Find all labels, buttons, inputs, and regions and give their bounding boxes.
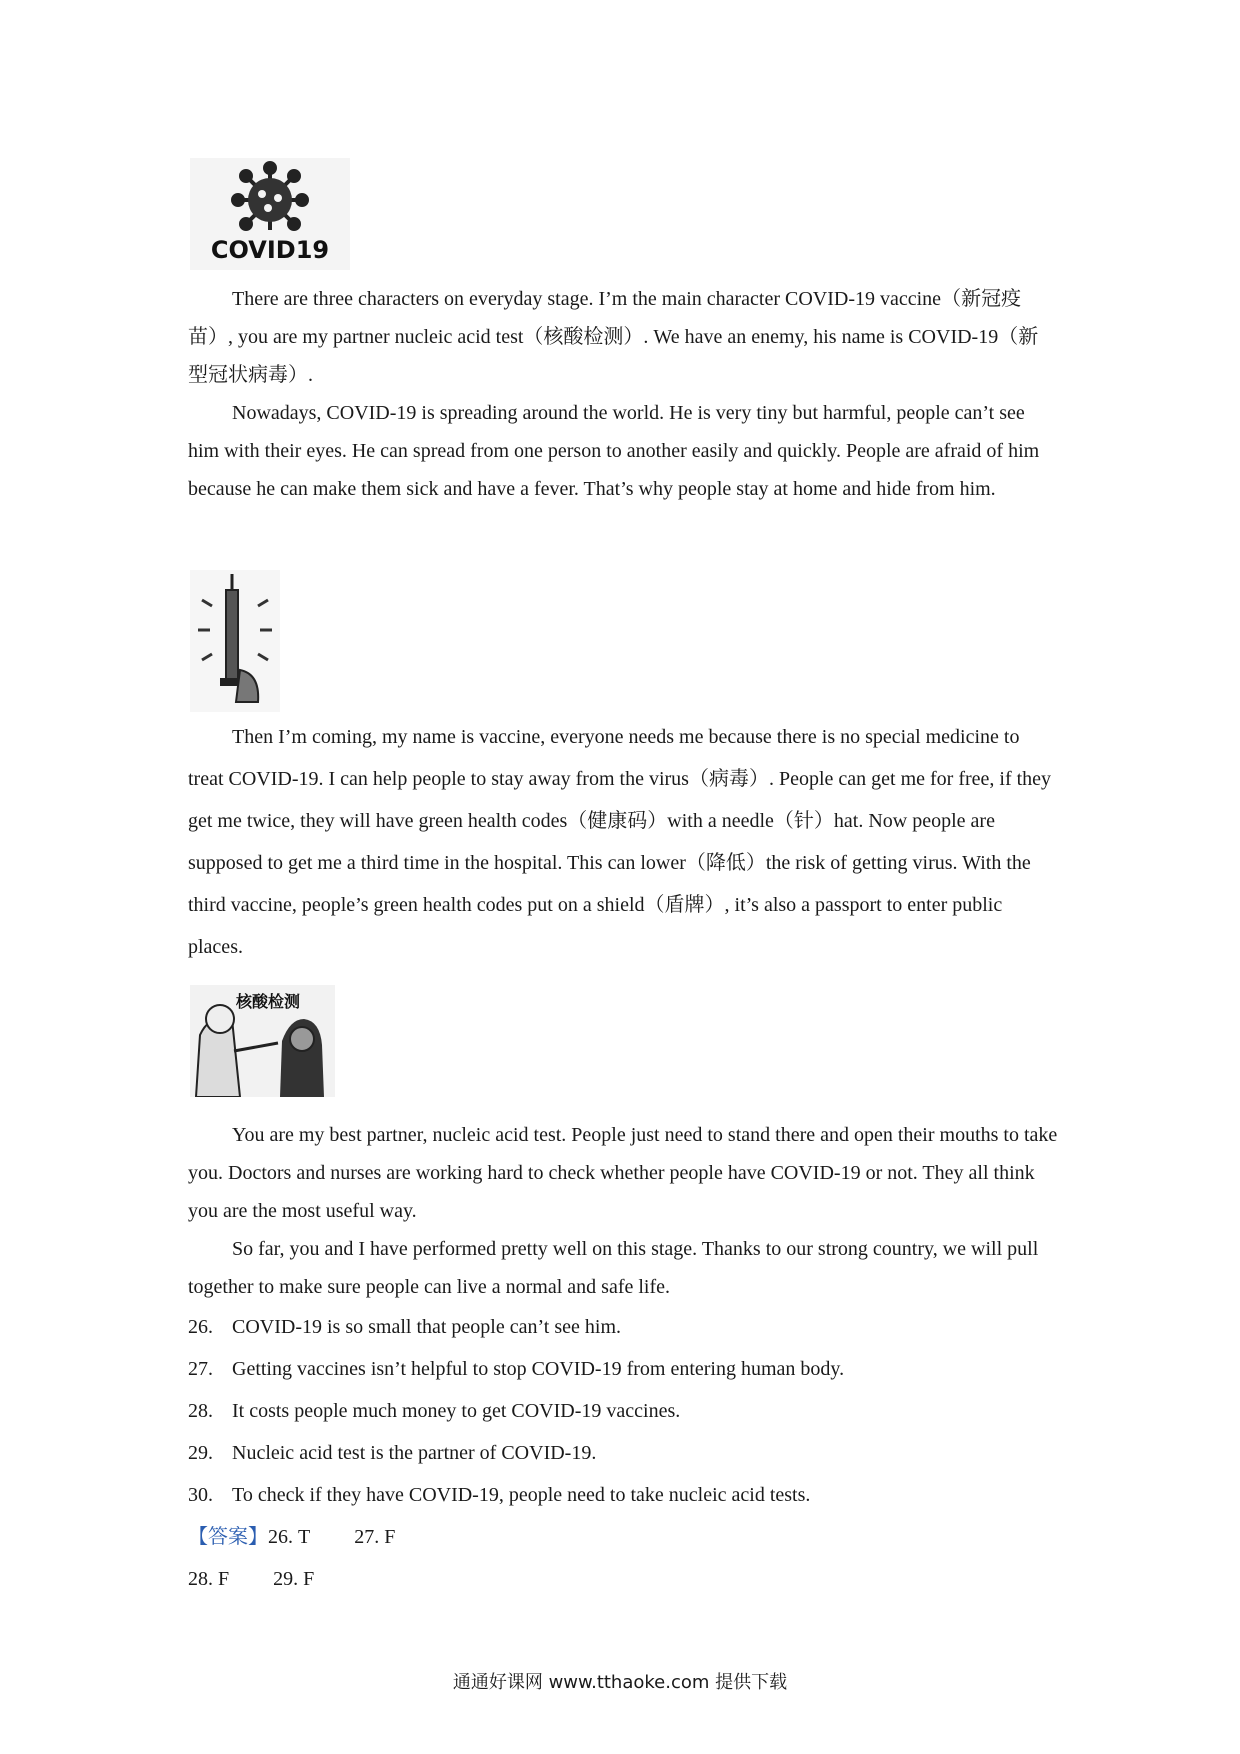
virus-label: COVID19	[210, 236, 330, 264]
answer-28: 28. F	[188, 1568, 230, 1590]
vaccine-figure	[190, 570, 280, 712]
answer-29: 29. F	[273, 1568, 315, 1590]
question-number: 29.	[188, 1442, 213, 1464]
virus-figure	[190, 158, 350, 270]
answer-line-2	[188, 1560, 314, 1598]
question-number: 27.	[188, 1358, 213, 1380]
question-number: 30.	[188, 1484, 213, 1506]
question-text: Nucleic acid test is the partner of COVID-19.	[232, 1442, 597, 1464]
question-text: It costs people much money to get COVID-19 vaccines.	[232, 1400, 681, 1422]
answer-line-1	[188, 1518, 395, 1556]
paragraph-2: Nowadays, COVID-19 is spreading around the world. He is very tiny but harmful, people can’t see him with their eyes. He can spread from one person to another easily and quickly. People are afraid of him because he can make them sick and have a fever. That’s why people stay at home and hide from him.	[188, 402, 1040, 500]
paragraph-5: So far, you and I have performed pretty well on this stage. Thanks to our strong country, we will pull together to make sure people can live a normal and safe life.	[188, 1238, 1039, 1298]
question-text: COVID-19 is so small that people can’t see him.	[232, 1316, 622, 1338]
question-28	[188, 1392, 1058, 1430]
question-number: 26.	[188, 1316, 213, 1338]
text-block-3	[188, 1116, 1058, 1306]
question-30	[188, 1476, 1058, 1514]
paragraph-4: You are my best partner, nucleic acid test. People just need to stand there and open their mouths to take you. Doctors and nurses are working hard to check whether people have COVID-19 or not. They all think you are the most useful way.	[188, 1124, 1058, 1222]
nucleic-test-figure	[190, 985, 335, 1097]
text-block-2	[188, 716, 1058, 968]
question-29	[188, 1434, 1058, 1472]
answer-27: 27. F	[354, 1526, 396, 1548]
syringe-icon	[190, 570, 280, 712]
nucleic-test-icon	[190, 985, 335, 1097]
question-26	[188, 1308, 1058, 1346]
page-footer: 通通好课网 www.tthaoke.com 提供下载	[452, 1672, 788, 1693]
paragraph-3: Then I’m coming, my name is vaccine, everyone needs me because there is no special medicine to treat COVID-19. I can help people to stay away from the virus（病毒）. People can get me for free, if they get me twice, they will have green health codes（健康码）with a needle（针）hat. Now people are supposed to get me a third time in the hospital. This can lower（降低）the risk of getting virus. With the third vaccine, people’s green health codes put on a shield（盾牌）, it’s also a passport to enter public places.	[188, 726, 1052, 958]
question-27	[188, 1350, 1058, 1388]
test-label: 核酸检测	[235, 992, 301, 1011]
question-text: To check if they have COVID-19, people need to take nucleic acid tests.	[232, 1484, 811, 1506]
answer-26: 26. T	[268, 1526, 311, 1548]
virus-icon	[190, 158, 350, 270]
answer-label: 【答案】	[188, 1526, 268, 1548]
question-number: 28.	[188, 1400, 213, 1422]
question-text: Getting vaccines isn’t helpful to stop COVID-19 from entering human body.	[232, 1358, 845, 1380]
text-block-1	[188, 280, 1058, 508]
paragraph-1: There are three characters on everyday stage. I’m the main character COVID-19 vaccine（新冠疫苗）, you are my partner nucleic acid test（核酸检测）. We have an enemy, his name is COVID-19（新型冠状病毒）.	[188, 288, 1039, 386]
